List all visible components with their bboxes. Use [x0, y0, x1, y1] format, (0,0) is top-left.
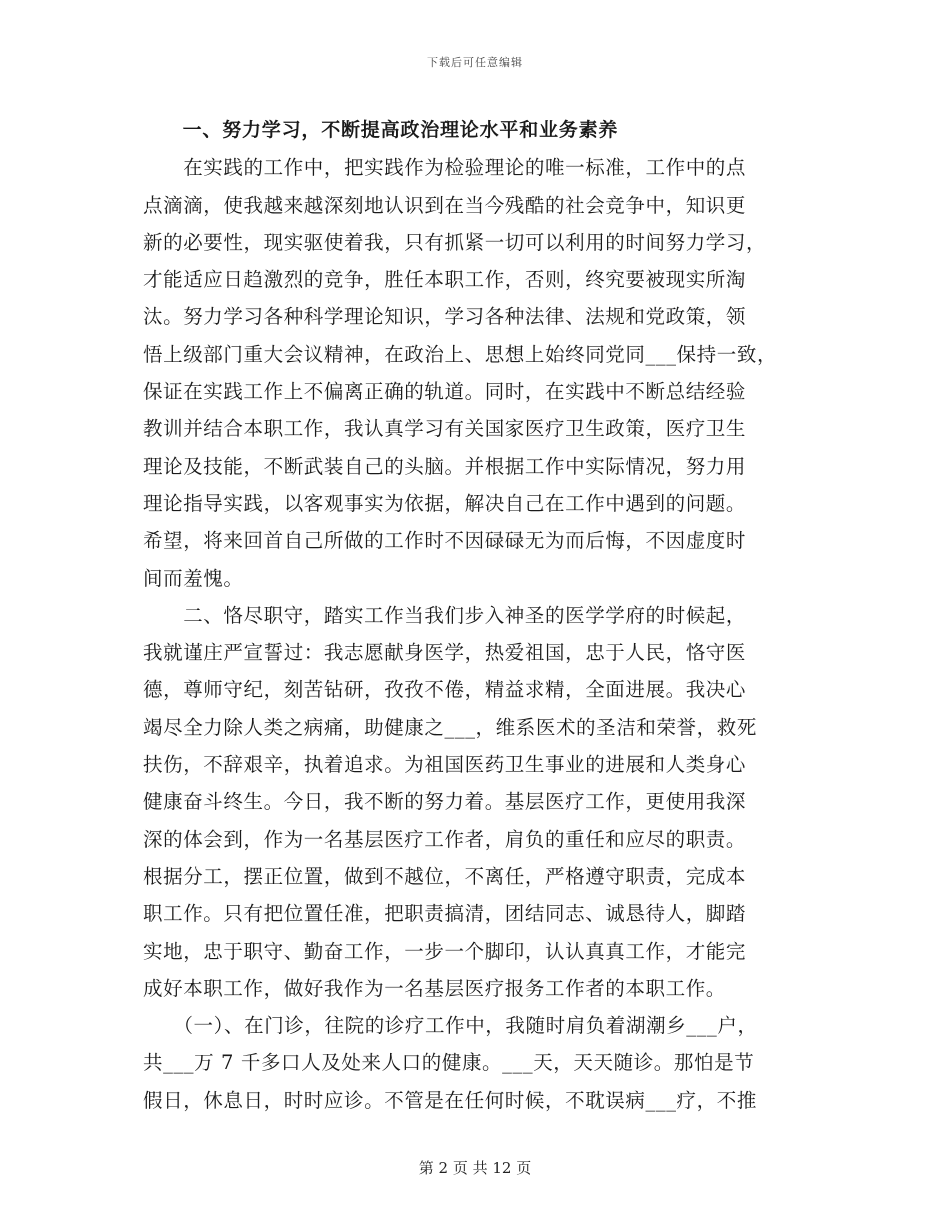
text-line: 假日，休息日，时时应诊。不管是在任何时候，不耽误病___疗，不推 [143, 1088, 757, 1112]
text-line: （一）、在门诊，往院的诊疗工作中，我随时肩负着湖潮乡___户， [143, 1014, 758, 1038]
page-header: 下载后可任意编辑 [427, 56, 523, 69]
text-line: 悟上级部门重大会议精神，在政治上、思想上始终同党同___保持一致， [143, 342, 778, 366]
page-number: 第 2 页 共 12 页 [418, 1159, 532, 1177]
text-line: 理论及技能，不断武装自己的头脑。并根据工作中实际情况，努力用 [143, 454, 747, 478]
text-line: 理论指导实践，以客观事实为依据，解决自己在工作中遇到的问题。 [143, 491, 747, 515]
text-line: 成好本职工作，做好我作为一名基层医疗报务工作者的本职工作。 [143, 976, 726, 1000]
text-line: 健康奋斗终生。今日，我不断的努力着。基层医疗工作，更使用我深 [143, 790, 747, 814]
text-line: 我就谨庄严宣誓过：我志愿献身医学，热爱祖国，忠于人民，恪守医 [143, 641, 747, 665]
text-line: 竭尽全力除人类之病痛，助健康之___，维系医术的圣洁和荣誉，救死 [143, 715, 757, 739]
text-line: 才能适应日趋激烈的竞争，胜任本职工作，否则，终究要被现实所淘 [143, 268, 747, 292]
text-line: 德，尊师守纪，刻苦钻研，孜孜不倦，精益求精，全面进展。我决心 [143, 678, 747, 702]
document-body [143, 112, 823, 1119]
text-line: 希望，将来回首自己所做的工作时不因碌碌无为而后悔，不因虚度时 [143, 529, 747, 553]
text-line: 扶伤，不辞艰辛，执着追求。为祖国医药卫生事业的进展和人类身心 [143, 753, 747, 777]
text-line: 实地，忠于职守、勤奋工作，一步一个脚印，认认真真工作，才能完 [143, 939, 747, 963]
text-line: 新的必要性，现实驱使着我，只有抓紧一切可以利用的时间努力学习， [143, 230, 767, 254]
text-line: 根据分工，摆正位置，做到不越位，不离任，严格遵守职责，完成本 [143, 864, 747, 888]
text-line: 深的体会到，作为一名基层医疗工作者，肩负的重任和应尽的职责。 [143, 827, 747, 851]
text-line: 点滴滴，使我越来越深刻地认识到在当今残酷的社会竞争中，知识更 [143, 193, 747, 217]
text-line: 教训并结合本职工作，我认真学习有关国家医疗卫生政策，医疗卫生 [143, 417, 747, 441]
text-line: 共___万 7 千多口人及处来人口的健康。___天，天天随诊。那怕是节 [143, 1051, 755, 1075]
text-line: 在实践的工作中，把实践作为检验理论的唯一标准，工作中的点 [143, 156, 747, 180]
text-line: 间而羞愧。 [143, 566, 244, 590]
text-line: 职工作。只有把位置任准，把职责搞清，团结同志、诚恳待人，脚踏 [143, 902, 747, 926]
text-line: 汰。努力学习各种科学理论知识，学习各种法律、法规和党政策，领 [143, 305, 747, 329]
section-heading: 一、努力学习，不断提高政治理论水平和业务素养 [143, 119, 619, 141]
text-line: 二、恪尽职守，踏实工作当我们步入神圣的医学学府的时候起， [143, 603, 747, 627]
text-line: 保证在实践工作上不偏离正确的轨道。同时，在实践中不断总结经验 [143, 380, 747, 404]
